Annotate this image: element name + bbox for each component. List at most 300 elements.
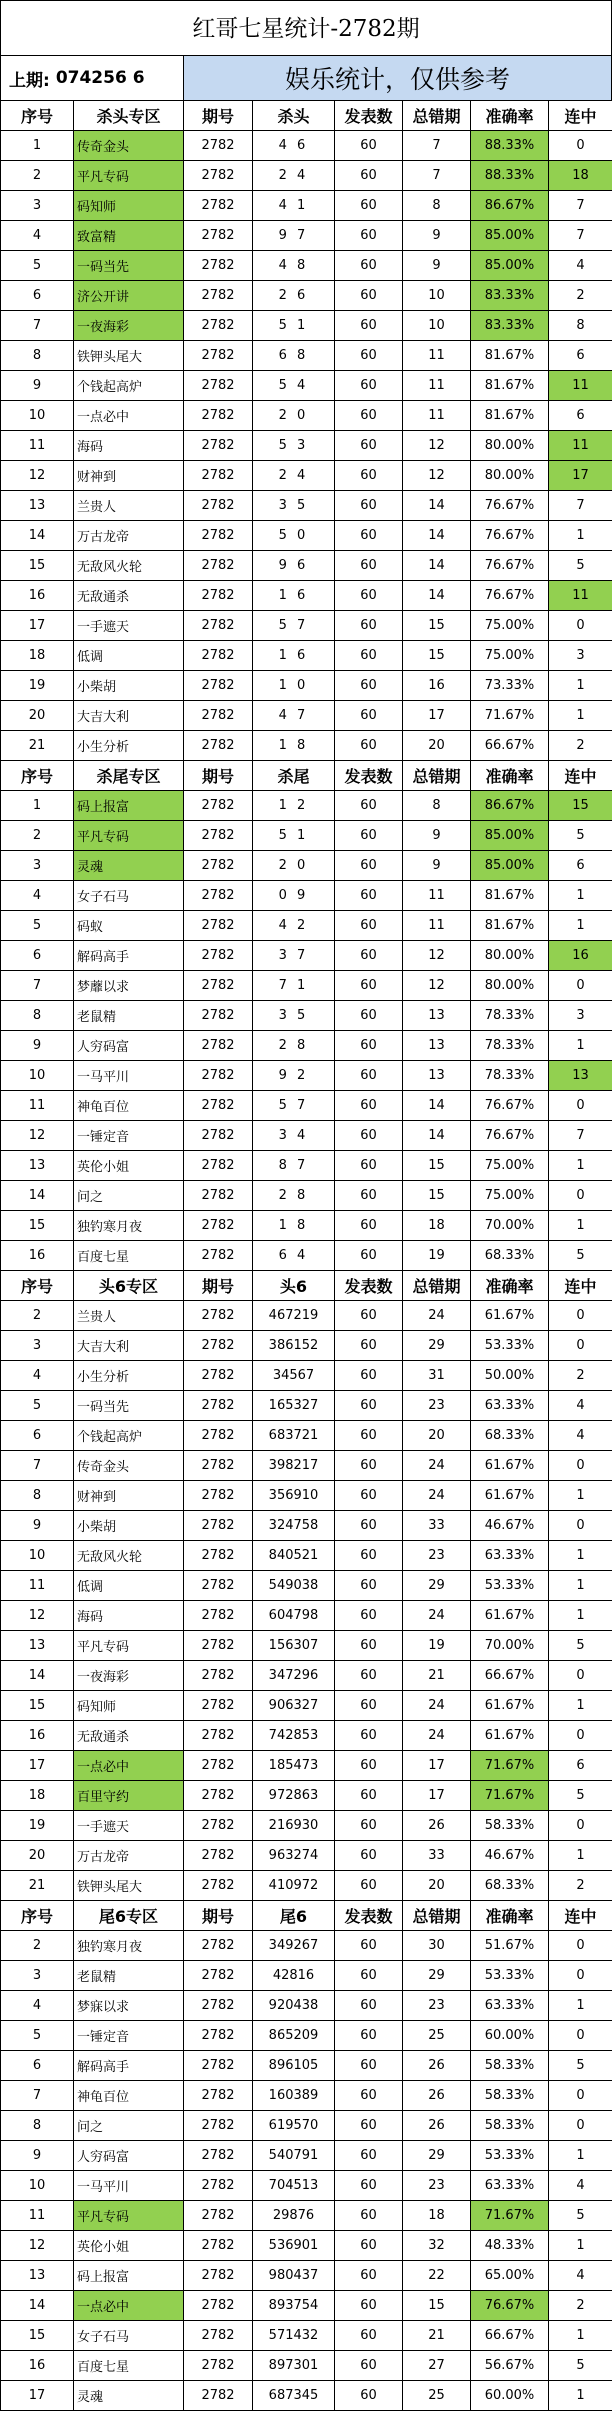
rank-cell: 7 — [1, 971, 74, 1001]
predictor-cell: 财神到 — [74, 461, 184, 491]
table-row — [1, 1031, 612, 1061]
issue-cell: 2782 — [184, 2201, 253, 2231]
issue-cell: 2782 — [184, 2081, 253, 2111]
total-misses-cell: 12 — [403, 971, 471, 1001]
published-cell: 60 — [335, 371, 403, 401]
table-row — [1, 311, 612, 341]
rank-cell: 16 — [1, 2351, 74, 2381]
accuracy-cell: 51.67% — [471, 1931, 549, 1961]
pick-cell: 9 6 — [253, 551, 335, 581]
issue-cell: 2782 — [184, 1571, 253, 1601]
streak-cell: 5 — [549, 2201, 612, 2231]
total-misses-cell: 20 — [403, 731, 471, 761]
streak-cell: 11 — [549, 431, 612, 461]
pick-cell: 2 8 — [253, 1031, 335, 1061]
rank-cell: 5 — [1, 911, 74, 941]
accuracy-cell: 60.00% — [471, 2381, 549, 2411]
total-misses-cell: 12 — [403, 461, 471, 491]
streak-cell: 0 — [549, 2021, 612, 2051]
table-row — [1, 1991, 612, 2021]
pick-cell: 42816 — [253, 1961, 335, 1991]
total-misses-cell: 9 — [403, 821, 471, 851]
streak-cell: 0 — [549, 2081, 612, 2111]
issue-cell: 2782 — [184, 551, 253, 581]
table-row — [1, 1811, 612, 1841]
pick-cell: 3 7 — [253, 941, 335, 971]
predictor-cell: 个钱起高炉 — [74, 371, 184, 401]
table-row — [1, 1091, 612, 1121]
column-header-pick: 杀头 — [253, 101, 335, 131]
pick-cell: 156307 — [253, 1631, 335, 1661]
issue-cell: 2782 — [184, 1991, 253, 2021]
pick-cell: 4 2 — [253, 911, 335, 941]
rank-cell: 15 — [1, 1691, 74, 1721]
rank-cell: 11 — [1, 431, 74, 461]
column-header-pick: 杀尾 — [253, 761, 335, 791]
table-row — [1, 401, 612, 431]
predictor-cell: 小生分析 — [74, 731, 184, 761]
rank-cell: 2 — [1, 161, 74, 191]
published-cell: 60 — [335, 281, 403, 311]
rank-cell: 8 — [1, 1001, 74, 1031]
head6-header-row — [1, 1271, 612, 1301]
published-cell: 60 — [335, 1301, 403, 1331]
accuracy-cell: 80.00% — [471, 431, 549, 461]
predictor-cell: 码知师 — [74, 191, 184, 221]
total-misses-cell: 17 — [403, 1781, 471, 1811]
total-misses-cell: 19 — [403, 1631, 471, 1661]
predictor-cell: 独钓寒月夜 — [74, 1211, 184, 1241]
issue-cell: 2782 — [184, 1721, 253, 1751]
pick-cell: 1 2 — [253, 791, 335, 821]
accuracy-cell: 71.67% — [471, 1781, 549, 1811]
predictor-cell: 一手遮天 — [74, 1811, 184, 1841]
total-misses-cell: 14 — [403, 1121, 471, 1151]
table-row — [1, 701, 612, 731]
total-misses-cell: 20 — [403, 1421, 471, 1451]
accuracy-cell: 86.67% — [471, 191, 549, 221]
issue-cell: 2782 — [184, 821, 253, 851]
accuracy-cell: 83.33% — [471, 281, 549, 311]
accuracy-cell: 78.33% — [471, 1061, 549, 1091]
rank-cell: 14 — [1, 2291, 74, 2321]
streak-cell: 1 — [549, 1211, 612, 1241]
total-misses-cell: 29 — [403, 1961, 471, 1991]
issue-cell: 2782 — [184, 1331, 253, 1361]
accuracy-cell: 78.33% — [471, 1001, 549, 1031]
table-row — [1, 2081, 612, 2111]
table-row — [1, 1451, 612, 1481]
pick-cell: 8 7 — [253, 1151, 335, 1181]
accuracy-cell: 81.67% — [471, 401, 549, 431]
rank-cell: 10 — [1, 1061, 74, 1091]
table-row — [1, 1181, 612, 1211]
pick-cell: 467219 — [253, 1301, 335, 1331]
table-row — [1, 1241, 612, 1271]
rank-cell: 15 — [1, 1211, 74, 1241]
predictor-cell: 兰贵人 — [74, 491, 184, 521]
pick-cell: 6 8 — [253, 341, 335, 371]
streak-cell: 2 — [549, 281, 612, 311]
pick-cell: 2 8 — [253, 1181, 335, 1211]
streak-cell: 2 — [549, 1361, 612, 1391]
rank-cell: 6 — [1, 2051, 74, 2081]
issue-cell: 2782 — [184, 1481, 253, 1511]
issue-cell: 2782 — [184, 281, 253, 311]
accuracy-cell: 76.67% — [471, 2291, 549, 2321]
pick-cell: 3 5 — [253, 491, 335, 521]
accuracy-cell: 85.00% — [471, 251, 549, 281]
total-misses-cell: 22 — [403, 2261, 471, 2291]
predictor-cell: 解码高手 — [74, 941, 184, 971]
accuracy-cell: 46.67% — [471, 1511, 549, 1541]
statistics-table — [0, 100, 612, 2411]
accuracy-cell: 61.67% — [471, 1301, 549, 1331]
streak-cell: 16 — [549, 941, 612, 971]
accuracy-cell: 58.33% — [471, 2111, 549, 2141]
rank-cell: 17 — [1, 1751, 74, 1781]
table-row — [1, 371, 612, 401]
table-row — [1, 2171, 612, 2201]
published-cell: 60 — [335, 1751, 403, 1781]
total-misses-cell: 14 — [403, 521, 471, 551]
streak-cell: 4 — [549, 2171, 612, 2201]
streak-cell: 2 — [549, 731, 612, 761]
streak-cell: 1 — [549, 1481, 612, 1511]
pick-cell: 683721 — [253, 1421, 335, 1451]
pick-cell: 4 8 — [253, 251, 335, 281]
issue-cell: 2782 — [184, 641, 253, 671]
pick-cell: 920438 — [253, 1991, 335, 2021]
predictor-cell: 万古龙帝 — [74, 1841, 184, 1871]
pick-cell: 1 8 — [253, 1211, 335, 1241]
issue-cell: 2782 — [184, 2291, 253, 2321]
streak-cell: 0 — [549, 1961, 612, 1991]
pick-cell: 0 9 — [253, 881, 335, 911]
table-row — [1, 2201, 612, 2231]
published-cell: 60 — [335, 1001, 403, 1031]
published-cell: 60 — [335, 1151, 403, 1181]
pick-cell: 687345 — [253, 2381, 335, 2411]
column-header-streak: 连中 — [549, 761, 612, 791]
column-header-streak: 连中 — [549, 101, 612, 131]
total-misses-cell: 24 — [403, 1691, 471, 1721]
total-misses-cell: 15 — [403, 2291, 471, 2321]
table-row — [1, 341, 612, 371]
table-row — [1, 1481, 612, 1511]
streak-cell: 1 — [549, 1151, 612, 1181]
column-header-accuracy: 准确率 — [471, 1901, 549, 1931]
total-misses-cell: 14 — [403, 581, 471, 611]
pick-cell: 1 8 — [253, 731, 335, 761]
accuracy-cell: 76.67% — [471, 521, 549, 551]
streak-cell: 1 — [549, 1601, 612, 1631]
total-misses-cell: 18 — [403, 1211, 471, 1241]
rank-cell: 3 — [1, 851, 74, 881]
published-cell: 60 — [335, 1061, 403, 1091]
predictor-cell: 万古龙帝 — [74, 521, 184, 551]
pick-cell: 2 4 — [253, 461, 335, 491]
accuracy-cell: 81.67% — [471, 341, 549, 371]
accuracy-cell: 53.33% — [471, 2141, 549, 2171]
total-misses-cell: 32 — [403, 2231, 471, 2261]
total-misses-cell: 23 — [403, 2171, 471, 2201]
issue-cell: 2782 — [184, 1391, 253, 1421]
streak-cell: 11 — [549, 581, 612, 611]
accuracy-cell: 80.00% — [471, 971, 549, 1001]
streak-cell: 5 — [549, 1631, 612, 1661]
pick-cell: 865209 — [253, 2021, 335, 2051]
published-cell: 60 — [335, 251, 403, 281]
total-misses-cell: 33 — [403, 1841, 471, 1871]
streak-cell: 1 — [549, 701, 612, 731]
streak-cell: 6 — [549, 341, 612, 371]
rank-cell: 11 — [1, 1571, 74, 1601]
total-misses-cell: 15 — [403, 641, 471, 671]
issue-cell: 2782 — [184, 911, 253, 941]
streak-cell: 0 — [549, 1301, 612, 1331]
published-cell: 60 — [335, 1421, 403, 1451]
predictor-cell: 平凡专码 — [74, 161, 184, 191]
predictor-cell: 一码当先 — [74, 1391, 184, 1421]
accuracy-cell: 76.67% — [471, 491, 549, 521]
accuracy-cell: 85.00% — [471, 851, 549, 881]
pick-cell: 3 4 — [253, 1121, 335, 1151]
published-cell: 60 — [335, 161, 403, 191]
issue-cell: 2782 — [184, 2021, 253, 2051]
issue-cell: 2782 — [184, 2051, 253, 2081]
streak-cell: 3 — [549, 1001, 612, 1031]
accuracy-cell: 58.33% — [471, 2081, 549, 2111]
table-row — [1, 281, 612, 311]
total-misses-cell: 25 — [403, 2021, 471, 2051]
table-row — [1, 1721, 612, 1751]
accuracy-cell: 80.00% — [471, 461, 549, 491]
streak-cell: 4 — [549, 1391, 612, 1421]
rank-cell: 19 — [1, 671, 74, 701]
pick-cell: 536901 — [253, 2231, 335, 2261]
accuracy-cell: 53.33% — [471, 1331, 549, 1361]
predictor-cell: 女子石马 — [74, 881, 184, 911]
column-header-predictor: 尾6专区 — [74, 1901, 184, 1931]
predictor-cell: 问之 — [74, 2111, 184, 2141]
rank-cell: 16 — [1, 1721, 74, 1751]
rank-cell: 1 — [1, 791, 74, 821]
rank-cell: 7 — [1, 1451, 74, 1481]
previous-draw-label: 上期: — [9, 70, 50, 91]
accuracy-cell: 81.67% — [471, 911, 549, 941]
published-cell: 60 — [335, 2351, 403, 2381]
accuracy-cell: 58.33% — [471, 2051, 549, 2081]
table-row — [1, 2381, 612, 2411]
total-misses-cell: 19 — [403, 1241, 471, 1271]
column-header-streak: 连中 — [549, 1901, 612, 1931]
predictor-cell: 梦蘼以求 — [74, 971, 184, 1001]
table-row — [1, 1061, 612, 1091]
predictor-cell: 一点必中 — [74, 2291, 184, 2321]
table-row — [1, 521, 612, 551]
rank-cell: 12 — [1, 461, 74, 491]
rank-cell: 13 — [1, 491, 74, 521]
rank-cell: 4 — [1, 1361, 74, 1391]
accuracy-cell: 66.67% — [471, 731, 549, 761]
rank-cell: 7 — [1, 2081, 74, 2111]
pick-cell: 2 4 — [253, 161, 335, 191]
issue-cell: 2782 — [184, 1241, 253, 1271]
rank-cell: 18 — [1, 1781, 74, 1811]
issue-cell: 2782 — [184, 491, 253, 521]
streak-cell: 0 — [549, 131, 612, 161]
tail6-header-row — [1, 1901, 612, 1931]
published-cell: 60 — [335, 581, 403, 611]
streak-cell: 7 — [549, 221, 612, 251]
accuracy-cell: 53.33% — [471, 1571, 549, 1601]
accuracy-cell: 61.67% — [471, 1481, 549, 1511]
accuracy-cell: 70.00% — [471, 1631, 549, 1661]
issue-cell: 2782 — [184, 1511, 253, 1541]
predictor-cell: 梦寐以求 — [74, 1991, 184, 2021]
accuracy-cell: 75.00% — [471, 641, 549, 671]
issue-cell: 2782 — [184, 161, 253, 191]
pick-cell: 5 3 — [253, 431, 335, 461]
published-cell: 60 — [335, 821, 403, 851]
pick-cell: 972863 — [253, 1781, 335, 1811]
column-header-accuracy: 准确率 — [471, 761, 549, 791]
total-misses-cell: 13 — [403, 1061, 471, 1091]
issue-cell: 2782 — [184, 1121, 253, 1151]
column-header-total-misses: 总错期 — [403, 761, 471, 791]
accuracy-cell: 63.33% — [471, 1991, 549, 2021]
streak-cell: 1 — [549, 2231, 612, 2261]
rank-cell: 19 — [1, 1811, 74, 1841]
kill-head-header-row — [1, 101, 612, 131]
rank-cell: 13 — [1, 1631, 74, 1661]
published-cell: 60 — [335, 1721, 403, 1751]
table-row — [1, 821, 612, 851]
pick-cell: 9 2 — [253, 1061, 335, 1091]
total-misses-cell: 8 — [403, 791, 471, 821]
pick-cell: 1 0 — [253, 671, 335, 701]
column-header-accuracy: 准确率 — [471, 101, 549, 131]
rank-cell: 15 — [1, 551, 74, 581]
predictor-cell: 人穷码富 — [74, 2141, 184, 2171]
total-misses-cell: 12 — [403, 941, 471, 971]
published-cell: 60 — [335, 911, 403, 941]
rank-cell: 14 — [1, 1661, 74, 1691]
predictor-cell: 英伦小姐 — [74, 1151, 184, 1181]
total-misses-cell: 29 — [403, 1571, 471, 1601]
predictor-cell: 老鼠精 — [74, 1001, 184, 1031]
accuracy-cell: 60.00% — [471, 2021, 549, 2051]
predictor-cell: 一点必中 — [74, 401, 184, 431]
streak-cell: 1 — [549, 2381, 612, 2411]
pick-cell: 980437 — [253, 2261, 335, 2291]
pick-cell: 1 6 — [253, 581, 335, 611]
streak-cell: 1 — [549, 1691, 612, 1721]
streak-cell: 4 — [549, 1421, 612, 1451]
streak-cell: 0 — [549, 2111, 612, 2141]
published-cell: 60 — [335, 1031, 403, 1061]
published-cell: 60 — [335, 641, 403, 671]
table-row — [1, 1361, 612, 1391]
published-cell: 60 — [335, 131, 403, 161]
rank-cell: 14 — [1, 1181, 74, 1211]
published-cell: 60 — [335, 731, 403, 761]
pick-cell: 906327 — [253, 1691, 335, 1721]
table-row — [1, 1151, 612, 1181]
column-header-published: 发表数 — [335, 101, 403, 131]
issue-cell: 2782 — [184, 1661, 253, 1691]
pick-cell: 4 6 — [253, 131, 335, 161]
table-row — [1, 2261, 612, 2291]
streak-cell: 17 — [549, 461, 612, 491]
streak-cell: 0 — [549, 1451, 612, 1481]
accuracy-cell: 66.67% — [471, 1661, 549, 1691]
table-row — [1, 551, 612, 581]
published-cell: 60 — [335, 701, 403, 731]
column-header-rank: 序号 — [1, 761, 74, 791]
streak-cell: 1 — [549, 521, 612, 551]
rank-cell: 14 — [1, 521, 74, 551]
predictor-cell: 一点必中 — [74, 1751, 184, 1781]
streak-cell: 1 — [549, 1541, 612, 1571]
total-misses-cell: 11 — [403, 341, 471, 371]
pick-cell: 324758 — [253, 1511, 335, 1541]
total-misses-cell: 11 — [403, 881, 471, 911]
issue-cell: 2782 — [184, 1151, 253, 1181]
pick-cell: 571432 — [253, 2321, 335, 2351]
streak-cell: 5 — [549, 1781, 612, 1811]
accuracy-cell: 68.33% — [471, 1241, 549, 1271]
published-cell: 60 — [335, 1481, 403, 1511]
streak-cell: 15 — [549, 791, 612, 821]
pick-cell: 5 1 — [253, 311, 335, 341]
total-misses-cell: 13 — [403, 1031, 471, 1061]
column-header-issue: 期号 — [184, 101, 253, 131]
accuracy-cell: 50.00% — [471, 1361, 549, 1391]
streak-cell: 0 — [549, 1931, 612, 1961]
rank-cell: 20 — [1, 1841, 74, 1871]
predictor-cell: 神龟百位 — [74, 1091, 184, 1121]
published-cell: 60 — [335, 1631, 403, 1661]
accuracy-cell: 81.67% — [471, 371, 549, 401]
predictor-cell: 海码 — [74, 1601, 184, 1631]
table-row — [1, 2351, 612, 2381]
streak-cell: 4 — [549, 2261, 612, 2291]
issue-cell: 2782 — [184, 371, 253, 401]
table-row — [1, 911, 612, 941]
accuracy-cell: 76.67% — [471, 581, 549, 611]
predictor-cell: 码蚁 — [74, 911, 184, 941]
issue-cell: 2782 — [184, 1871, 253, 1901]
table-row — [1, 1661, 612, 1691]
issue-cell: 2782 — [184, 941, 253, 971]
predictor-cell: 一手遮天 — [74, 611, 184, 641]
streak-cell: 1 — [549, 1991, 612, 2021]
pick-cell: 9 7 — [253, 221, 335, 251]
predictor-cell: 百度七星 — [74, 1241, 184, 1271]
streak-cell: 0 — [549, 1811, 612, 1841]
issue-cell: 2782 — [184, 1751, 253, 1781]
rank-cell: 18 — [1, 641, 74, 671]
total-misses-cell: 26 — [403, 2111, 471, 2141]
pick-cell: 897301 — [253, 2351, 335, 2381]
total-misses-cell: 20 — [403, 1871, 471, 1901]
pick-cell: 34567 — [253, 1361, 335, 1391]
issue-cell: 2782 — [184, 1841, 253, 1871]
rank-cell: 1 — [1, 131, 74, 161]
rank-cell: 12 — [1, 1601, 74, 1631]
